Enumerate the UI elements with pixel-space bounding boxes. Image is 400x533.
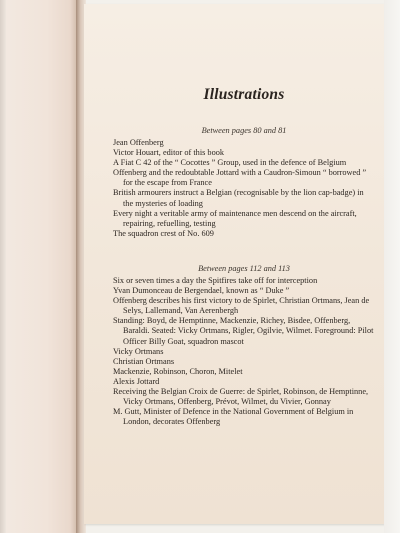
page-title: Illustrations xyxy=(203,86,285,103)
section-heading: Between pages 112 and 113 xyxy=(198,263,290,273)
list-item: Jean Offenberg xyxy=(113,138,164,147)
list-item: Vicky Ortmans xyxy=(113,346,164,356)
list-item: Receiving the Belgian Croix de Guerre: de Spirlet, Robinson, de Hemptinne, Vicky Ortmans, Offenberg, Prévot, Wilmet, du Vivier, Gonnay xyxy=(113,386,369,407)
illustration-list xyxy=(113,276,375,427)
left-page xyxy=(0,0,78,533)
list-item: Alexis Jottard xyxy=(113,376,160,386)
list-item: Offenberg and the redoubtable Jottard with a Caudron-Simoun “ borrowed ” for the escape from France xyxy=(113,168,367,188)
list-item: Standing: Boyd, de Hemptinne, Mackenzie, Richey, Bisdee, Offenberg, Baraldi. Seated: Vicky Ortmans, Rigler, Ogilvie, Wilmet. Foreground: Pilot Officer Billy Goat, squadron mascot xyxy=(113,316,374,346)
list-item: Offenberg describes his first victory to de Spirlet, Christian Ortmans, Jean de Selys, Lallemand, Van Aerenbergh xyxy=(113,296,370,316)
illustration-list xyxy=(113,138,375,239)
list-item: Every night a veritable army of maintenance men descend on the aircraft, repairing, refuelling, testing xyxy=(113,208,357,228)
list-item: Mackenzie, Robinson, Choron, Mitelet xyxy=(113,366,243,376)
left-page-edge xyxy=(0,0,6,533)
list-item: Yvan Dumonceau de Bergendael, known as “ Duke ” xyxy=(113,286,290,296)
list-item: The squadron crest of No. 609 xyxy=(113,228,214,238)
list-item: British armourers instruct a Belgian (recognisable by the lion cap-badge) in the mysteries of loading xyxy=(113,188,364,208)
section-heading: Between pages 80 and 81 xyxy=(201,126,287,135)
list-item: Six or seven times a day the Spitfires take off for interception xyxy=(113,275,318,285)
background-edge xyxy=(384,0,400,533)
list-item: M. Gutt, Minister of Defence in the National Government of Belgium in London, decorates Offenberg xyxy=(113,407,354,427)
list-item: Victor Houart, editor of this book xyxy=(113,148,225,158)
page-content xyxy=(113,86,375,427)
list-item: A Fiat C 42 of the “ Cocottes ” Group, used in the defence of Belgium xyxy=(113,158,347,168)
list-item: Christian Ortmans xyxy=(113,356,175,366)
